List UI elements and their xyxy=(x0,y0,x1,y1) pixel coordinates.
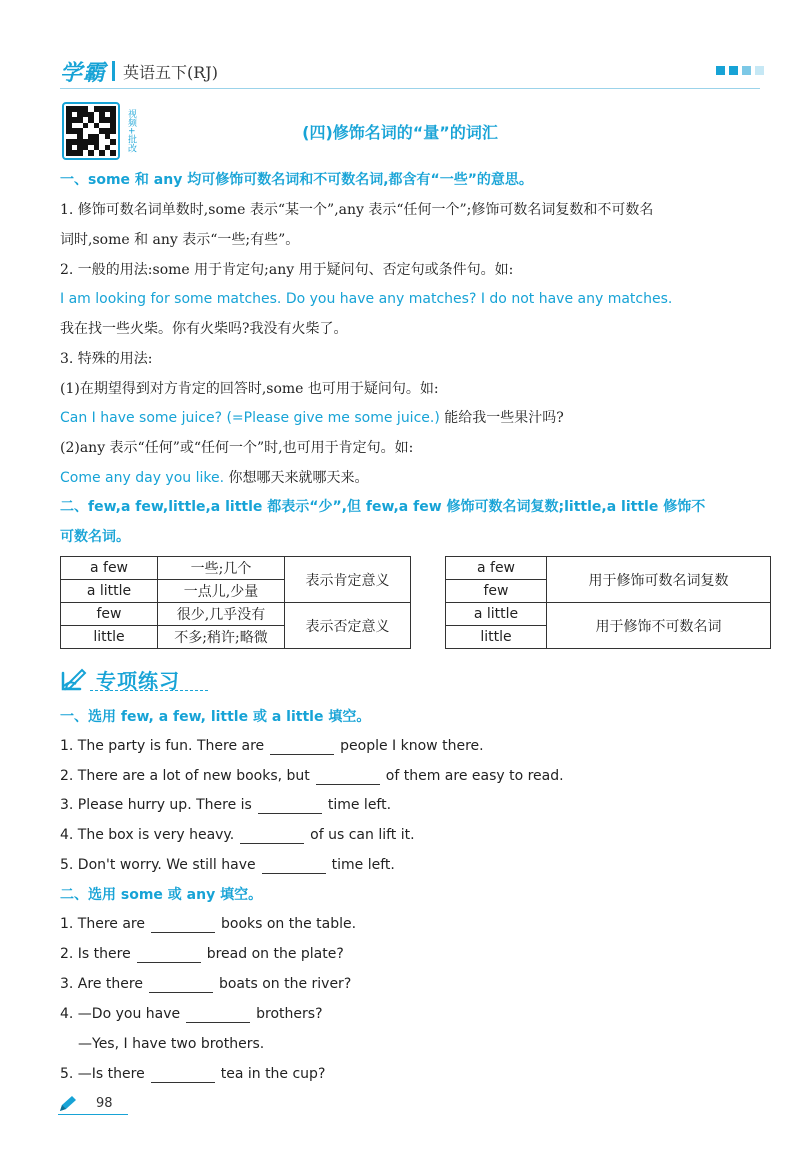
table1-word: a few xyxy=(61,557,158,580)
table-row xyxy=(446,557,771,580)
exercise2-item xyxy=(60,975,764,993)
page-number: 98 xyxy=(96,1096,113,1111)
item-text: 5. —Is there xyxy=(60,1066,145,1082)
item-text: 2. Is there xyxy=(60,946,131,962)
answer-blank[interactable] xyxy=(316,770,380,785)
part1-p2: 2. 一般的用法:some 用于肯定句;any 用于疑问句、否定句或条件句。如: xyxy=(60,262,514,278)
table2-word: few xyxy=(446,580,547,603)
answer-blank[interactable] xyxy=(137,948,201,963)
part2-heading-a: 二、few,a few,little,a little 都表示“少”,但 few,a few 修饰可数名词复数;little,a little 修饰不 xyxy=(60,499,706,515)
item-text: 5. Don't worry. We still have xyxy=(60,857,256,873)
item-text: people I know there. xyxy=(340,738,484,754)
book-subtitle: 英语五下(RJ) xyxy=(123,62,218,82)
table1-meaning: 一点儿,少量 xyxy=(158,580,285,603)
table2-countable: 用于修饰可数名词复数 xyxy=(547,557,771,603)
item-text: 2. There are a lot of new books, but xyxy=(60,768,310,784)
part1-p3: 3. 特殊的用法: xyxy=(60,351,153,367)
example1-en: I am looking for some matches. Do you have any matches? I do not have any matches. xyxy=(60,291,673,307)
example1-cn: 我在找一些火柴。你有火柴吗?我没有火柴了。 xyxy=(60,321,348,337)
table-row xyxy=(61,603,411,626)
header-divider xyxy=(112,61,115,81)
item-text: 1. There are xyxy=(60,916,145,932)
item-text: books on the table. xyxy=(221,916,357,932)
banner-underline xyxy=(90,690,208,691)
table1-positive: 表示肯定意义 xyxy=(285,557,411,603)
item-text: of them are easy to read. xyxy=(385,768,564,784)
example2 xyxy=(60,409,764,427)
item-text: 3. Please hurry up. There is xyxy=(60,797,252,813)
qr-label: 视频+批改 xyxy=(126,109,136,153)
part1-p3-1: (1)在期望得到对方肯定的回答时,some 也可用于疑问句。如: xyxy=(60,381,439,397)
part1-p1a: 1. 修饰可数名词单数时,some 表示“某一个”,any 表示“任何一个”;修饰可数名词复数和不可数名 xyxy=(60,202,654,218)
exercise2-item xyxy=(60,1065,764,1083)
item-text: tea in the cup? xyxy=(220,1066,326,1082)
section-title: (四)修饰名词的“量”的词汇 xyxy=(302,123,498,142)
answer-blank[interactable] xyxy=(149,978,213,993)
footer-rule xyxy=(58,1114,128,1115)
answer-blank[interactable] xyxy=(186,1008,250,1023)
item-text: boats on the river? xyxy=(218,976,352,992)
header-logo xyxy=(60,56,218,86)
exercise2-item xyxy=(60,945,764,963)
item-text: of us can lift it. xyxy=(310,827,415,843)
example3-cn: 你想哪天来就哪天来。 xyxy=(228,470,369,486)
item-text: 1. The party is fun. There are xyxy=(60,738,265,754)
answer-blank[interactable] xyxy=(262,859,326,874)
table1-meaning: 不多;稍许;略微 xyxy=(158,626,285,649)
table2-uncountable: 用于修饰不可数名词 xyxy=(547,603,771,649)
table-row xyxy=(61,557,411,580)
answer-blank[interactable] xyxy=(270,740,334,755)
pencil-icon xyxy=(58,1094,78,1114)
answer-blank[interactable] xyxy=(240,829,304,844)
table2-word: little xyxy=(446,626,547,649)
table1-negative: 表示否定意义 xyxy=(285,603,411,649)
example3-en: Come any day you like. xyxy=(60,470,225,486)
table1-word: few xyxy=(61,603,158,626)
answer-blank[interactable] xyxy=(258,799,322,814)
table1-word: little xyxy=(61,626,158,649)
example2-cn: 能给我一些果汁吗? xyxy=(444,410,564,426)
item-text: 3. Are there xyxy=(60,976,143,992)
practice-title: 专项练习 xyxy=(96,668,180,693)
exercise2-item xyxy=(60,915,764,933)
header-rule xyxy=(60,88,760,89)
item-text: bread on the plate? xyxy=(206,946,344,962)
answer-blank[interactable] xyxy=(151,918,215,933)
brand-logo: 学霸 xyxy=(60,60,107,86)
exercise2-answer: —Yes, I have two brothers. xyxy=(78,1036,265,1052)
header-squares xyxy=(716,66,764,75)
exercise1-item xyxy=(60,856,764,874)
item-text: time left. xyxy=(331,857,395,873)
exercise2-heading: 二、选用 some 或 any 填空。 xyxy=(60,887,263,903)
item-text: 4. The box is very heavy. xyxy=(60,827,235,843)
table2-word: a few xyxy=(446,557,547,580)
table1-meaning: 很少,几乎没有 xyxy=(158,603,285,626)
exercise1-item xyxy=(60,826,764,844)
exercise2-item xyxy=(60,1005,764,1023)
table-row xyxy=(446,603,771,626)
exercise1-item xyxy=(60,796,764,814)
item-text: 4. —Do you have xyxy=(60,1006,181,1022)
table2-word: a little xyxy=(446,603,547,626)
part1-heading: 一、some 和 any 均可修饰可数名词和不可数名词,都含有“一些”的意思。 xyxy=(60,172,533,188)
pencil-book-icon xyxy=(60,665,88,693)
example2-en: Can I have some juice? (=Please give me some juice.) xyxy=(60,410,440,426)
part1-p3-2: (2)any 表示“任何”或“任何一个”时,也可用于肯定句。如: xyxy=(60,440,414,456)
part1-p1b: 词时,some 和 any 表示“一些;有些”。 xyxy=(60,232,300,248)
exercise1-item xyxy=(60,767,764,785)
table-usage-noun xyxy=(445,556,771,649)
table1-word: a little xyxy=(61,580,158,603)
exercise1-item xyxy=(60,737,764,755)
table-usage-meaning xyxy=(60,556,411,649)
table1-meaning: 一些;几个 xyxy=(158,557,285,580)
item-text: time left. xyxy=(327,797,392,813)
item-text: brothers? xyxy=(256,1006,323,1022)
answer-blank[interactable] xyxy=(151,1068,215,1083)
exercise1-heading: 一、选用 few, a few, little 或 a little 填空。 xyxy=(60,709,371,725)
example3 xyxy=(60,469,764,487)
part2-heading-b: 可数名词。 xyxy=(60,529,130,545)
